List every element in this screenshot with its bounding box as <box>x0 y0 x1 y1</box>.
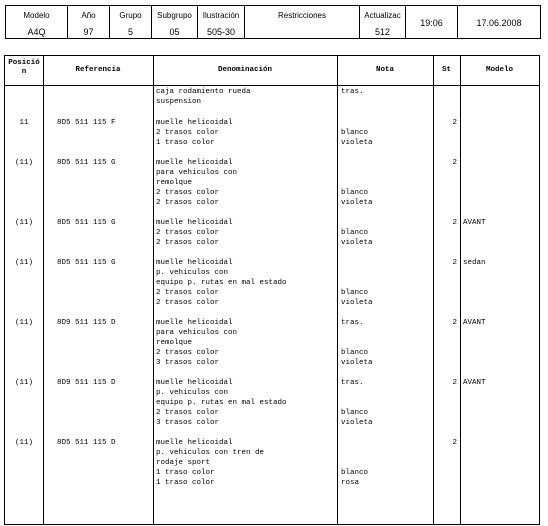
column-header-denominacion-label: Denominación <box>217 66 272 74</box>
cell-modelo: sedan <box>463 259 486 267</box>
cell-denominacion-line: p. vehiculos con tren de <box>156 449 265 457</box>
cell-denominacion-line: muelle helicoidal <box>156 439 233 447</box>
cell-denominacion-line: 1 traso color <box>156 469 215 477</box>
cell-nota-line: violeta <box>341 199 373 207</box>
cell-denominacion-line: 2 trasos color <box>156 199 220 207</box>
cell-referencia: 8D5 511 115 D <box>57 439 116 447</box>
cell-nota-line: tras. <box>341 88 364 96</box>
header-hora <box>406 6 458 38</box>
cell-nota-line: blanco <box>341 189 369 197</box>
header-restricciones-label: Restricciones <box>277 11 326 20</box>
cell-nota-line: violeta <box>341 359 373 367</box>
cell-nota-line: tras. <box>341 379 364 387</box>
header-modelo-label: Modelo <box>23 11 50 20</box>
cell-denominacion-line: 1 traso color <box>156 139 215 147</box>
header-fecha <box>458 6 540 38</box>
header-fecha-value: 17.06.2008 <box>476 18 522 28</box>
column-header-posicion-label: Posició n <box>8 59 40 76</box>
cell-modelo: AVANT <box>463 379 486 387</box>
column-header-posicion <box>5 56 43 85</box>
cell-denominacion-line: para vehiculos con <box>156 329 238 337</box>
cell-modelo: AVANT <box>463 319 486 327</box>
cell-st: 2 <box>452 439 457 447</box>
header-grupo-value: 5 <box>127 27 133 37</box>
header-modelo-value: A4Q <box>27 27 46 37</box>
cell-denominacion-line: 2 trasos color <box>156 229 220 237</box>
cell-st: 2 <box>452 159 457 167</box>
cell-denominacion-line: 3 trasos color <box>156 419 220 427</box>
cell-denominacion-line: muelle helicoidal <box>156 319 233 327</box>
cell-posicion: (11) <box>14 319 33 327</box>
cell-posicion: 11 <box>19 119 29 127</box>
cell-posicion: (11) <box>14 379 33 387</box>
cell-denominacion-line: 3 trasos color <box>156 359 220 367</box>
cell-denominacion-line: remolque <box>156 179 193 187</box>
header-grupo-label: Grupo <box>119 11 142 20</box>
cell-referencia: 8D9 511 115 D <box>57 319 116 327</box>
cell-denominacion-line: p. vehiculos con <box>156 269 229 277</box>
cell-st: 2 <box>452 219 457 227</box>
cell-denominacion-line: muelle helicoidal <box>156 119 233 127</box>
cell-nota-line: violeta <box>341 299 373 307</box>
cell-posicion: (11) <box>14 159 33 167</box>
cell-nota-line: tras. <box>341 319 364 327</box>
cell-denominacion-line: 2 trasos color <box>156 129 220 137</box>
cell-nota-line: violeta <box>341 239 373 247</box>
header-subgrupo-label: Subgrupo <box>157 11 192 20</box>
column-header-referencia <box>43 56 153 85</box>
cell-st: 2 <box>452 119 457 127</box>
cell-nota-line: rosa <box>341 479 360 487</box>
cell-denominacion-line: 2 trasos color <box>156 289 220 297</box>
cell-modelo: AVANT <box>463 219 486 227</box>
cell-nota-line: blanco <box>341 289 369 297</box>
cell-nota-line: violeta <box>341 139 373 147</box>
cell-nota-line: blanco <box>341 469 369 477</box>
header-subgrupo-value: 05 <box>169 27 180 37</box>
column-divider <box>153 56 154 524</box>
header-actualizac-label: Actualizac <box>364 11 401 20</box>
cell-nota-line: blanco <box>341 349 369 357</box>
cell-denominacion-line: muelle helicoidal <box>156 159 233 167</box>
header-actualizac-value: 512 <box>374 27 391 37</box>
cell-posicion: (11) <box>14 219 33 227</box>
cell-nota-line: blanco <box>341 229 369 237</box>
cell-st: 2 <box>452 379 457 387</box>
cell-denominacion-line: 2 trasos color <box>156 349 220 357</box>
cell-nota-line: blanco <box>341 409 369 417</box>
header-subgrupo <box>152 6 198 38</box>
cell-denominacion-line: 1 traso color <box>156 479 215 487</box>
header-modelo <box>6 6 68 38</box>
cell-denominacion-line: p. vehiculos con <box>156 389 229 397</box>
cell-referencia: 8D5 511 115 G <box>57 259 116 267</box>
cell-referencia: 8D5 511 115 G <box>57 159 116 167</box>
column-header-st-label: St <box>441 66 451 74</box>
column-header-modelo-label: Modelo <box>485 66 513 74</box>
column-divider <box>337 56 338 524</box>
column-header-nota <box>337 56 433 85</box>
cell-denominacion-line: suspension <box>156 98 202 106</box>
cell-denominacion-line: 2 trasos color <box>156 189 220 197</box>
column-header-st <box>433 56 460 85</box>
column-header-nota-label: Nota <box>375 66 394 74</box>
cell-denominacion-line: para vehiculos con <box>156 169 238 177</box>
column-header-denominacion <box>153 56 337 85</box>
cell-denominacion-line: 2 trasos color <box>156 299 220 307</box>
cell-denominacion-line: 2 trasos color <box>156 239 220 247</box>
header-hora-value: 19:06 <box>420 18 443 28</box>
cell-nota-line: blanco <box>341 129 369 137</box>
column-divider <box>43 56 44 524</box>
cell-denominacion-line: muelle helicoidal <box>156 379 233 387</box>
parts-table <box>4 55 540 525</box>
cell-referencia: 8D5 511 115 G <box>57 219 116 227</box>
cell-denominacion-line: rodaje sport <box>156 459 211 467</box>
cell-denominacion-line: caja rodamiento rueda <box>156 88 251 96</box>
header-restricciones <box>245 6 360 38</box>
column-header-modelo <box>460 56 539 85</box>
cell-st: 2 <box>452 319 457 327</box>
cell-nota-line: violeta <box>341 419 373 427</box>
header-ilustracion-value: 505-30 <box>206 27 236 37</box>
header-ilustracion <box>198 6 245 38</box>
cell-denominacion-line: muelle helicoidal <box>156 259 233 267</box>
header-anio <box>68 6 110 38</box>
header-ilustracion-label: Ilustración <box>202 11 240 20</box>
cell-referencia: 8D9 511 115 D <box>57 379 116 387</box>
cell-posicion: (11) <box>14 439 33 447</box>
cell-posicion: (11) <box>14 259 33 267</box>
cell-denominacion-line: remolque <box>156 339 193 347</box>
header-anio-value: 97 <box>83 27 94 37</box>
cell-denominacion-line: equipo p. rutas en mal estado <box>156 279 287 287</box>
header-box <box>5 5 541 39</box>
header-anio-label: Año <box>81 11 96 20</box>
header-grupo <box>110 6 152 38</box>
column-divider <box>460 56 461 524</box>
cell-st: 2 <box>452 259 457 267</box>
cell-denominacion-line: muelle helicoidal <box>156 219 233 227</box>
cell-denominacion-line: 2 trasos color <box>156 409 220 417</box>
table-header-row <box>5 56 539 86</box>
cell-referencia: 8D5 511 115 F <box>57 119 116 127</box>
column-header-referencia-label: Referencia <box>75 66 121 74</box>
cell-denominacion-line: equipo p. rutas en mal estado <box>156 399 287 407</box>
header-actualizac <box>360 6 406 38</box>
